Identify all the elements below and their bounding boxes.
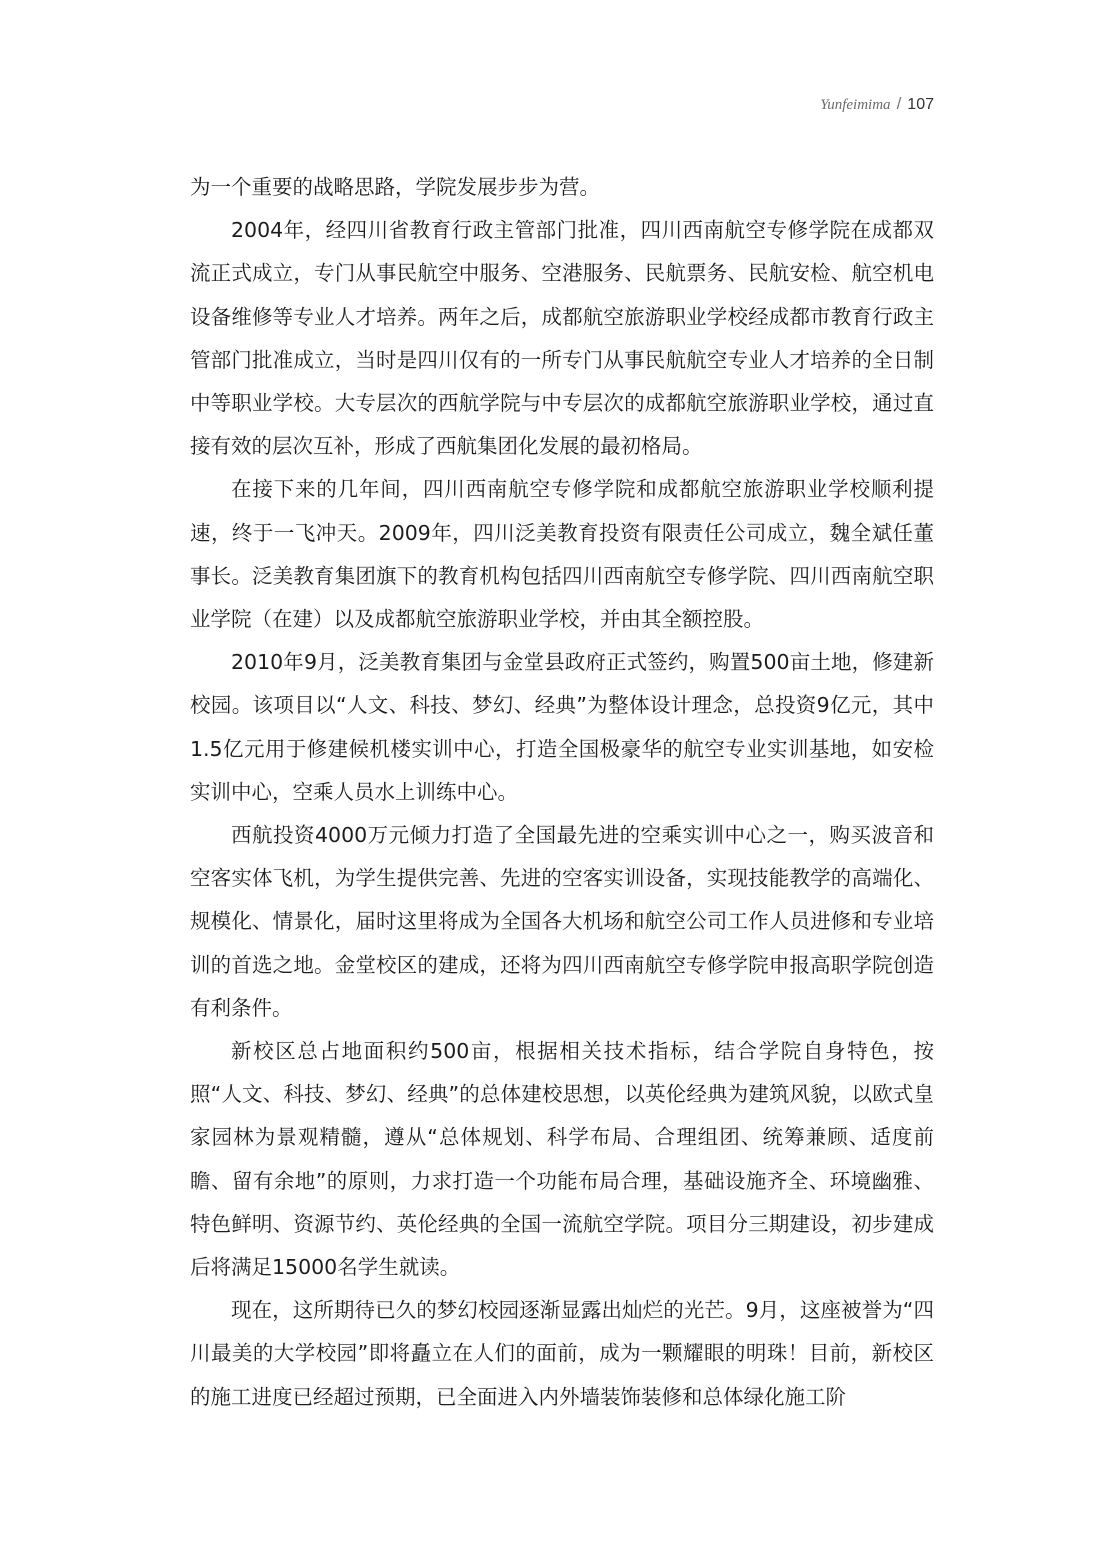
- paragraph: 西航投资4000万元倾力打造了全国最先进的空乘实训中心之一，购买波音和空客实体飞机，为学生提供完善、先进的空客实训设备，实现技能教学的高端化、规模化、情景化，届时这里将成为全国各大机场和航空公司工作人员进修和专业培训的首选之地。金堂校区的建成，还将为四川西南航空专修学院申报高职学院创造有利条件。: [190, 823, 934, 1020]
- paragraph: 2010年9月，泛美教育集团与金堂县政府正式签约，购置500亩土地，修建新校园。该项目以“人文、科技、梦幻、经典”为整体设计理念，总投资9亿元，其中1.5亿元用于修建候机楼实训中心，打造全国极豪华的航空专业实训基地，如安检实训中心，空乘人员水上训练中心。: [190, 650, 934, 804]
- paragraph: 现在，这所期待已久的梦幻校园逐渐显露出灿烂的光芒。9月，这座被誉为“四川最美的大学校园”即将矗立在人们的面前，成为一颗耀眼的明珠！目前，新校区的施工进度已经超过预期，已全面进入内外墙装饰装修和总体绿化施工阶: [190, 1298, 934, 1409]
- page-number: 107: [907, 96, 934, 113]
- body-text: [190, 166, 934, 1419]
- book-title: Yunfeimima: [820, 97, 891, 113]
- header-separator: /: [896, 94, 902, 113]
- paragraph: 在接下来的几年间，四川西南航空专修学院和成都航空旅游职业学校顺利提速，终于一飞冲天。2009年，四川泛美教育投资有限责任公司成立，魏全斌任董事长。泛美教育集团旗下的教育机构包括四川西南航空专修学院、四川西南航空职业学院（在建）以及成都航空旅游职业学校，并由其全额控股。: [190, 477, 934, 632]
- running-header: [820, 94, 934, 114]
- paragraph: 2004年，经四川省教育行政主管部门批准，四川西南航空专修学院在成都双流正式成立，专门从事民航空中服务、空港服务、民航票务、民航安检、航空机电设备维修等专业人才培养。两年之后，成都航空旅游职业学校经成都市教育行政主管部门批准成立，当时是四川仅有的一所专门从事民航航空专业人才培养的全日制中等职业学校。大专层次的西航学院与中专层次的成都航空旅游职业学校，通过直接有效的层次互补，形成了西航集团化发展的最初格局。: [190, 218, 934, 459]
- paragraph-continuation: 为一个重要的战略思路，学院发展步步为营。: [190, 175, 600, 199]
- paragraph: 新校区总占地面积约500亩，根据相关技术指标，结合学院自身特色，按照“人文、科技、梦幻、经典”的总体建校思想，以英伦经典为建筑风貌，以欧式皇家园林为景观精髓，遵从“总体规划、科学布局、合理组团、统筹兼顾、适度前瞻、留有余地”的原则，力求打造一个功能布局合理，基础设施齐全、环境幽雅、特色鲜明、资源节约、英伦经典的全国一流航空学院。项目分三期建设，初步建成后将满足15000名学生就读。: [190, 1039, 934, 1280]
